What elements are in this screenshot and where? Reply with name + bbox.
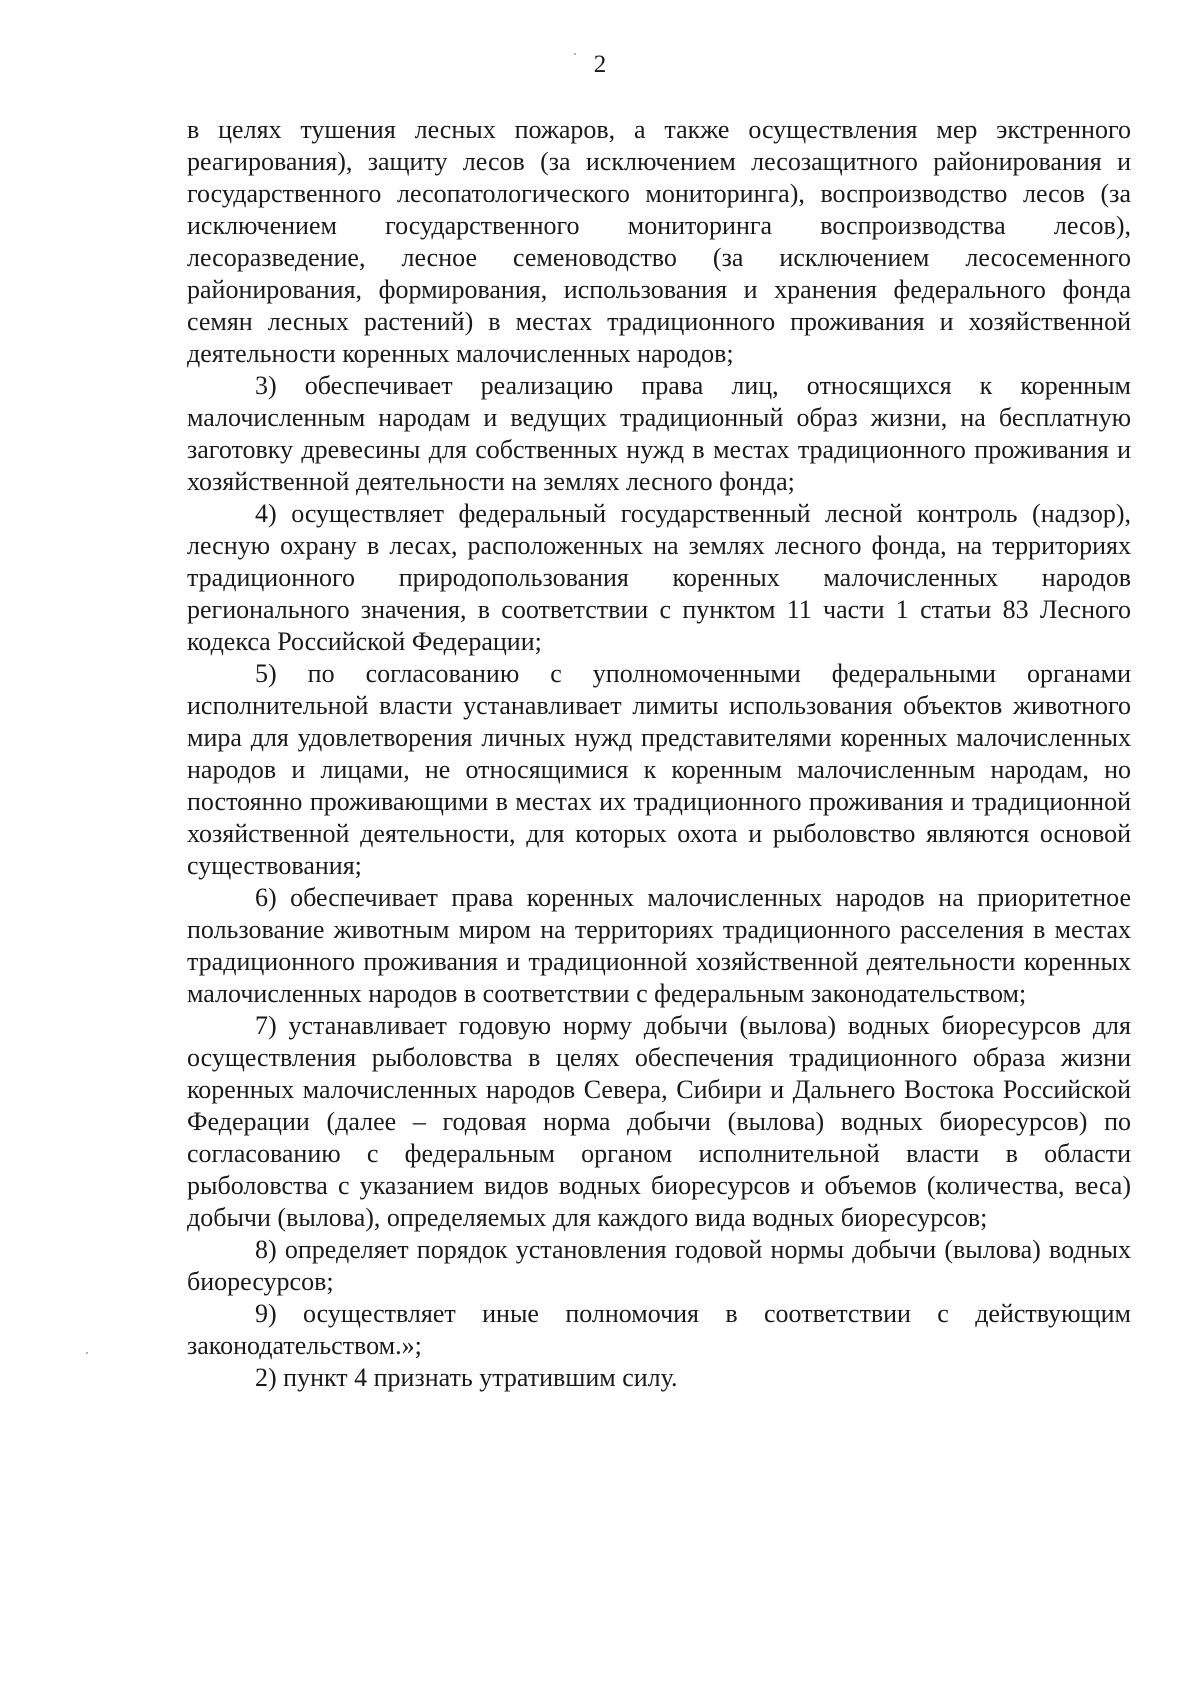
paragraph-item-6: 6) обеспечивает права коренных малочисленных народов на приоритетное пользование животным миром на территориях традиционного расселения в местах традиционного проживания и традиционной хозяйственной деятельности коренных малочисленных народов в соответствии с федеральным законодательством; xyxy=(187,883,1131,1008)
page-number: 2 xyxy=(593,51,607,78)
paragraph-item-3: 3) обеспечивает реализацию права лиц, относящихся к коренным малочисленным народам и ведущих традиционный образ жизни, на бесплатную заготовку древесины для собственных нужд в местах традиционного проживания и хозяйственной деятельности на землях лесного фонда; xyxy=(187,371,1131,496)
paragraph-continuation: в целях тушения лесных пожаров, а также осуществления мер экстренного реагирования), защиту лесов (за исключением лесозащитного районирования и государственного лесопатологического мониторинга), воспроизводство лесов (за исключением государственного мониторинга воспроизводства лесов), лесоразведение, лесное семеноводство (за исключением лесосеменного районирования, формирования, использования и хранения федерального фонда семян лесных растений) в местах традиционного проживания и хозяйственной деятельности коренных малочисленных народов; xyxy=(187,115,1131,368)
paragraph-item-4: 4) осуществляет федеральный государственный лесной контроль (надзор), лесную охрану в лесах, расположенных на землях лесного фонда, на территориях традиционного природопользования коренных малочисленных народов регионального значения, в соответствии с пунктом 11 части 1 статьи 83 Лесного кодекса Российской Федерации; xyxy=(187,499,1131,656)
paragraph-item-9: 9) осуществляет иные полномочия в соответствии с действующим законодательством.»; xyxy=(187,1299,1131,1360)
scan-speck xyxy=(574,53,576,55)
paragraph-point-2: 2) пункт 4 признать утратившим силу. xyxy=(255,1363,678,1392)
scan-speck xyxy=(86,1352,88,1354)
paragraph-item-8: 8) определяет порядок установления годовой нормы добычи (вылова) водных биоресурсов; xyxy=(187,1235,1131,1296)
document-body xyxy=(187,114,1131,1394)
paragraph-item-5: 5) по согласованию с уполномоченными федеральными органами исполнительной власти устанавливает лимиты использования объектов животного мира для удовлетворения личных нужд представителями коренных малочисленных народов и лицами, не относящимися к коренным малочисленным народам, но постоянно проживающими в местах их традиционного проживания и традиционной хозяйственной деятельности, для которых охота и рыболовство являются основой существования; xyxy=(187,659,1131,880)
paragraph-item-7: 7) устанавливает годовую норму добычи (вылова) водных биоресурсов для осуществления рыболовства в целях обеспечения традиционного образа жизни коренных малочисленных народов Севера, Сибири и Дальнего Востока Российской Федерации (далее – годовая норма добычи (вылова) водных биоресурсов) по согласованию с федеральным органом исполнительной власти в области рыболовства с указанием видов водных биоресурсов и объемов (количества, веса) добычи (вылова), определяемых для каждого вида водных биоресурсов; xyxy=(187,1011,1131,1232)
